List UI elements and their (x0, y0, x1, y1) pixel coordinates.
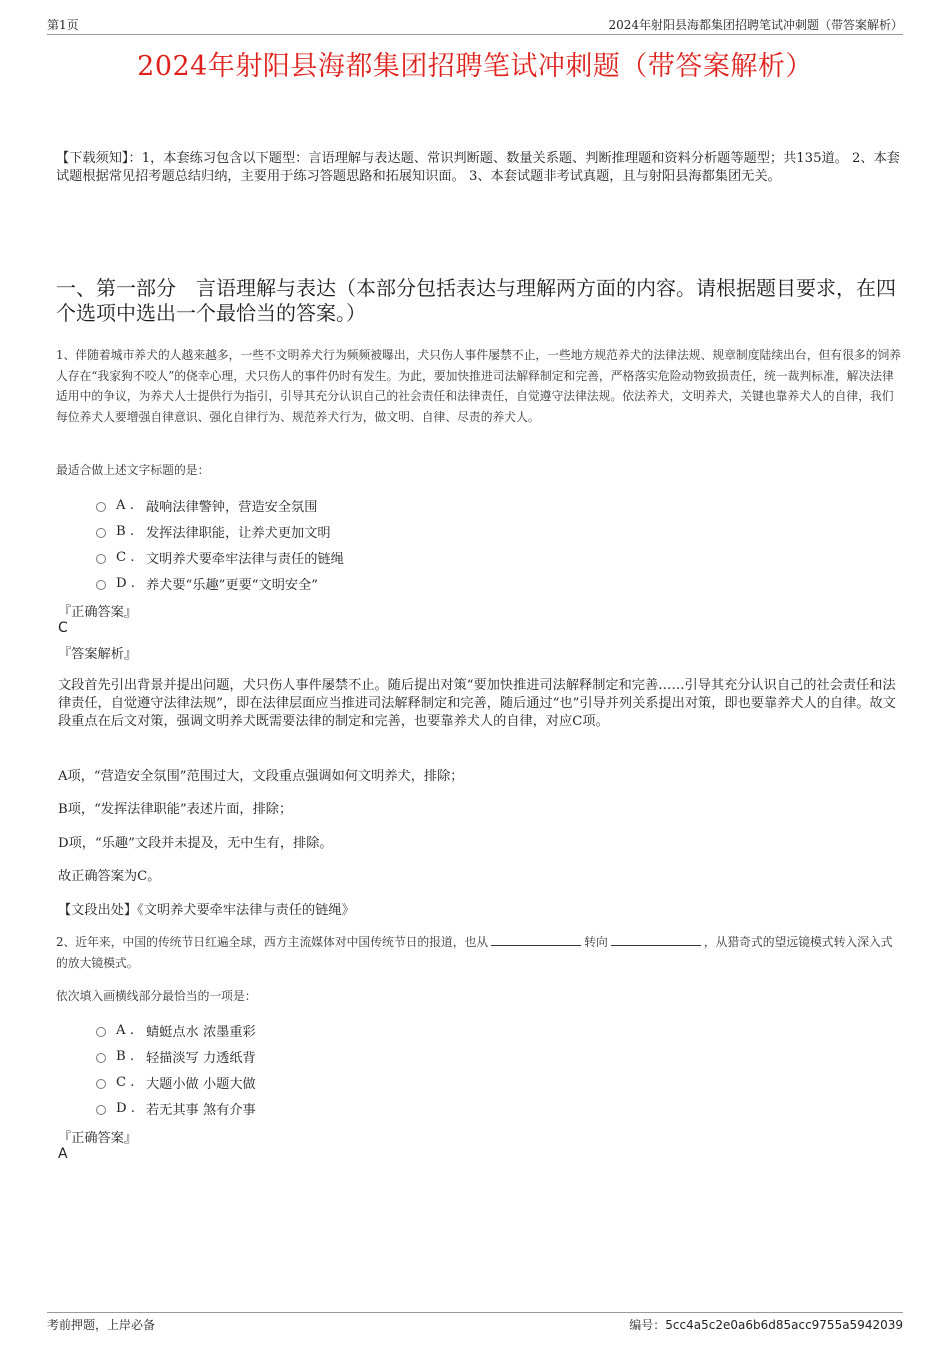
q1-option-c[interactable] (96, 548, 344, 567)
code-label: 编号： (629, 1318, 666, 1332)
q2-option-b[interactable] (96, 1047, 256, 1066)
radio-icon[interactable] (96, 1105, 106, 1115)
section-title: 一、第一部分 言语理解与表达（本部分包括表达与理解两方面的内容。请根据题目要求，在四个选项中选出一个最恰当的答案。） (56, 276, 896, 325)
option-letter: B . (116, 524, 135, 539)
q2-text-before: 2、近年来，中国的传统节日红遍全球，西方主流媒体对中国传统节日的报道，也从 (56, 935, 489, 949)
option-text: 文明养犬要牵牢法律与责任的链绳 (146, 552, 344, 567)
option-text: 轻描淡写 力透纸背 (146, 1051, 256, 1066)
question-2-prompt: 依次填入画横线部分最恰当的一项是： (56, 989, 257, 1003)
q1-analysis-option-b: B项，“发挥法律职能”表述片面，排除； (58, 802, 293, 817)
document-code (629, 1316, 903, 1333)
q2-option-c[interactable] (96, 1073, 256, 1092)
question-1-text: 1、伴随着城市养犬的人越来越多，一些不文明养犬行为频频被曝出，犬只伤人事件屡禁不止，一些地方规范养犬的法律法规、规章制度陆续出台，但有很多的饲养人存在“我家狗不咬人”的侥幸心理，犬只伤人的事件仍时有发生。为此，要加快推进司法解释制定和完善，严格落实危险动物致损责任，统一裁判标准，解决法律适用中的争议，为养犬人士提供行为指引，引导其充分认识自己的社会责任和法律责任，自觉遵守法律法规。依法养犬，文明养犬，关键也靠养犬人的自律，我们每位养犬人要增强自律意识、强化自律行为、规范养犬行为，做文明、自律、尽责的养犬人。 (56, 348, 902, 424)
document-title: 2024年射阳县海都集团招聘笔试冲刺题（带答案解析） (137, 51, 813, 82)
code-value: 5cc4a5c2e0a6b6d85acc9755a5942039 (665, 1318, 903, 1332)
option-letter: C . (116, 1075, 135, 1090)
q1-option-d[interactable] (96, 574, 318, 593)
option-text: 发挥法律职能，让养犬更加文明 (146, 526, 331, 541)
radio-icon[interactable] (96, 1053, 106, 1063)
q2-text-after: ，从猎奇式的望远镜模式转入深入式的放大镜模式。 (56, 935, 893, 970)
option-letter: A . (116, 1023, 134, 1038)
running-title: 2024年射阳县海都集团招聘笔试冲刺题（带答案解析） (608, 18, 903, 32)
blank-1 (491, 932, 581, 946)
page-number: 第1页 (47, 18, 79, 32)
q1-conclusion: 故正确答案为C。 (58, 869, 161, 884)
q1-option-b[interactable] (96, 522, 331, 541)
option-text: 大题小做 小题大做 (146, 1077, 256, 1092)
option-letter: D . (116, 1101, 135, 1116)
radio-icon[interactable] (96, 502, 106, 512)
option-letter: A . (116, 498, 134, 513)
option-text: 敲响法律警钟，营造安全氛围 (146, 500, 318, 515)
question-2-text (56, 932, 904, 973)
page-header (47, 12, 903, 35)
q1-analysis-option-a: A项，“营造安全氛围”范围过大，文段重点强调如何文明养犬，排除； (58, 769, 464, 784)
page-footer (47, 1312, 903, 1339)
option-letter: D . (116, 576, 135, 591)
question-1-prompt: 最适合做上述文字标题的是： (56, 463, 210, 477)
option-letter: B . (116, 1049, 135, 1064)
option-text: 若无其事 煞有介事 (146, 1103, 256, 1118)
option-text: 养犬要“乐趣”更要“文明安全” (146, 578, 319, 593)
radio-icon[interactable] (96, 528, 106, 538)
q1-answer-label: 『正确答案』 (58, 605, 138, 620)
q1-analysis: 文段首先引出背景并提出问题，犬只伤人事件屡禁不止。随后提出对策“要加快推进司法解释制定和完善……引导其充分认识自己的社会责任和法律责任，自觉遵守法律法规”，即在法律层面应当推进司法解释制定和完善，随后通过“也”引导并列关系提出对策，即也要靠养犬人的自律。故文段重点在后文对策，强调文明养犬既需要法律的制定和完善，也要靠养犬人的自律，对应C项。 (58, 678, 896, 729)
blank-2 (611, 932, 701, 946)
radio-icon[interactable] (96, 1027, 106, 1037)
q2-answer-label: 『正确答案』 (58, 1131, 138, 1146)
q2-text-middle: 转向 (584, 935, 608, 949)
q1-answer: C (58, 620, 68, 636)
q1-analysis-label: 『答案解析』 (58, 647, 138, 662)
q1-source: 【文段出处】《文明养犬要牵牢法律与责任的链绳》 (58, 903, 355, 918)
footer-slogan: 考前押题，上岸必备 (47, 1318, 156, 1332)
q2-option-d[interactable] (96, 1099, 256, 1118)
q1-option-a[interactable] (96, 496, 317, 515)
radio-icon[interactable] (96, 1079, 106, 1089)
radio-icon[interactable] (96, 580, 106, 590)
q2-option-a[interactable] (96, 1021, 256, 1040)
option-letter: C . (116, 550, 135, 565)
option-text: 蜻蜓点水 浓墨重彩 (146, 1025, 256, 1040)
radio-icon[interactable] (96, 554, 106, 564)
download-notice: 【下载须知】：1，本套练习包含以下题型：言语理解与表达题、常识判断题、数量关系题、判断推理题和资料分析题等题型；共135道。 2、本套试题根据常见招考题总结归纳，主要用于练习答题思路和拓展知识面。 3、本套试题非考试真题，且与射阳县海都集团无关。 (56, 151, 900, 184)
q2-answer: A (58, 1146, 68, 1162)
q1-analysis-option-d: D项，“乐趣”文段并未提及，无中生有，排除。 (58, 836, 333, 851)
